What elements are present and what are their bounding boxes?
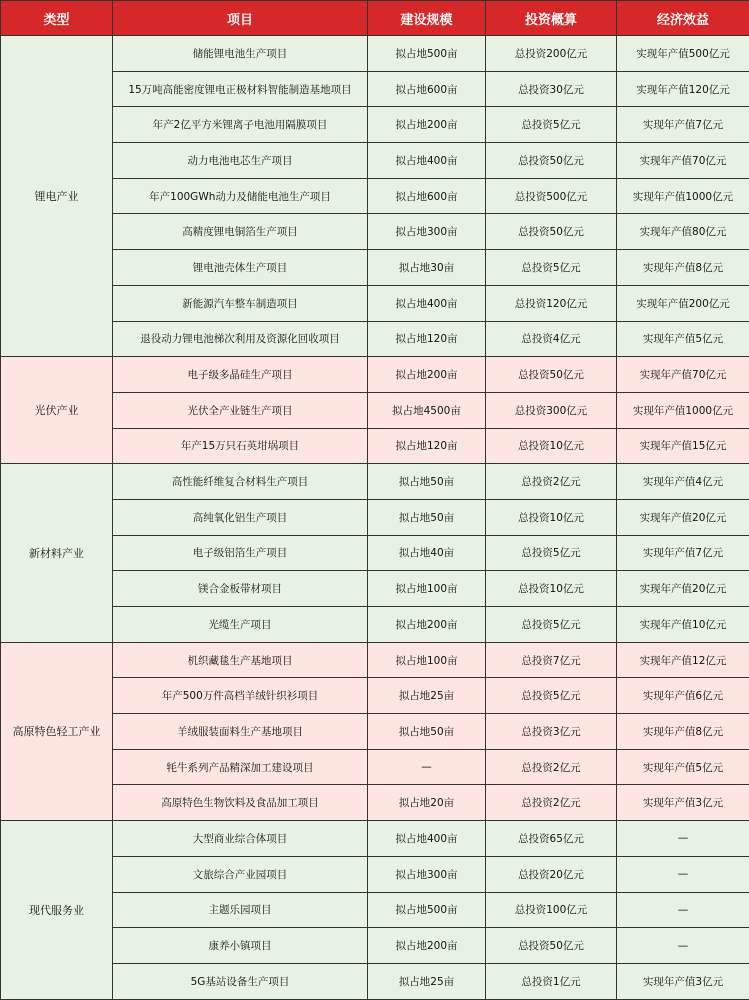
header-benefit: 经济效益 — [617, 1, 749, 36]
project-cell: 储能锂电池生产项目 — [113, 36, 368, 72]
project-cell: 高精度锂电铜箔生产项目 — [113, 214, 368, 250]
benefit-cell: 实现年产值500亿元 — [617, 36, 749, 72]
project-cell: 电子级多晶硅生产项目 — [113, 357, 368, 393]
investment-cell: 总投资10亿元 — [486, 428, 617, 464]
investment-cell: 总投资50亿元 — [486, 143, 617, 179]
project-cell: 高原特色生物饮料及食品加工项目 — [113, 785, 368, 821]
table-row — [1, 714, 749, 750]
investment-cell: 总投资100亿元 — [486, 892, 617, 928]
table-row — [1, 143, 749, 179]
project-cell: 光缆生产项目 — [113, 607, 368, 643]
project-cell: 年产2亿平方米锂离子电池用隔膜项目 — [113, 107, 368, 143]
project-cell: 年产500万件高档羊绒针织衫项目 — [113, 678, 368, 714]
benefit-cell: 实现年产值7亿元 — [617, 535, 749, 571]
benefit-cell: 实现年产值1000亿元 — [617, 178, 749, 214]
benefit-cell: 实现年产值12亿元 — [617, 642, 749, 678]
table-row — [1, 678, 749, 714]
scale-cell: 拟占地100亩 — [368, 642, 486, 678]
investment-cell: 总投资10亿元 — [486, 499, 617, 535]
table-body — [1, 36, 749, 1000]
table-row — [1, 856, 749, 892]
scale-cell: 拟占地300亩 — [368, 214, 486, 250]
project-cell: 主题乐园项目 — [113, 892, 368, 928]
scale-cell: 拟占地200亩 — [368, 107, 486, 143]
investment-cell: 总投资2亿元 — [486, 749, 617, 785]
benefit-cell: 实现年产值20亿元 — [617, 571, 749, 607]
scale-cell: 拟占地50亩 — [368, 464, 486, 500]
investment-cell: 总投资30亿元 — [486, 71, 617, 107]
table-row — [1, 642, 749, 678]
scale-cell: 拟占地120亩 — [368, 428, 486, 464]
investment-cell: 总投资5亿元 — [486, 250, 617, 286]
table-row — [1, 428, 749, 464]
investment-cell: 总投资5亿元 — [486, 678, 617, 714]
scale-cell: — — [368, 749, 486, 785]
table-row — [1, 535, 749, 571]
benefit-cell: 实现年产值15亿元 — [617, 428, 749, 464]
category-cell: 新材料产业 — [1, 464, 113, 642]
project-cell: 羊绒服装面料生产基地项目 — [113, 714, 368, 750]
scale-cell: 拟占地400亩 — [368, 821, 486, 857]
scale-cell: 拟占地400亩 — [368, 285, 486, 321]
table-row — [1, 821, 749, 857]
table-row — [1, 71, 749, 107]
investment-cell: 总投资2亿元 — [486, 785, 617, 821]
benefit-cell: 实现年产值5亿元 — [617, 749, 749, 785]
scale-cell: 拟占地50亩 — [368, 714, 486, 750]
scale-cell: 拟占地500亩 — [368, 36, 486, 72]
project-cell: 镁合金板带材项目 — [113, 571, 368, 607]
table-row — [1, 607, 749, 643]
investment-cell: 总投资3亿元 — [486, 714, 617, 750]
benefit-cell: 实现年产值5亿元 — [617, 321, 749, 357]
scale-cell: 拟占地100亩 — [368, 571, 486, 607]
category-cell: 高原特色轻工产业 — [1, 642, 113, 820]
benefit-cell: 实现年产值70亿元 — [617, 143, 749, 179]
project-cell: 牦牛系列产品精深加工建设项目 — [113, 749, 368, 785]
scale-cell: 拟占地30亩 — [368, 250, 486, 286]
investment-cell: 总投资500亿元 — [486, 178, 617, 214]
project-cell: 锂电池壳体生产项目 — [113, 250, 368, 286]
investment-cell: 总投资20亿元 — [486, 856, 617, 892]
benefit-cell: 实现年产值7亿元 — [617, 107, 749, 143]
investment-cell: 总投资200亿元 — [486, 36, 617, 72]
scale-cell: 拟占地50亩 — [368, 499, 486, 535]
project-cell: 退役动力锂电池梯次利用及资源化回收项目 — [113, 321, 368, 357]
scale-cell: 拟占地20亩 — [368, 785, 486, 821]
investment-cell: 总投资5亿元 — [486, 107, 617, 143]
investment-cell: 总投资1亿元 — [486, 963, 617, 999]
investment-cell: 总投资10亿元 — [486, 571, 617, 607]
benefit-cell: 实现年产值4亿元 — [617, 464, 749, 500]
table-row — [1, 749, 749, 785]
project-cell: 新能源汽车整车制造项目 — [113, 285, 368, 321]
project-cell: 15万吨高能密度锂电正极材料智能制造基地项目 — [113, 71, 368, 107]
scale-cell: 拟占地300亩 — [368, 856, 486, 892]
table-row — [1, 214, 749, 250]
benefit-cell: 实现年产值3亿元 — [617, 785, 749, 821]
header-row — [1, 1, 749, 36]
scale-cell: 拟占地25亩 — [368, 678, 486, 714]
project-cell: 机织藏毯生产基地项目 — [113, 642, 368, 678]
project-cell: 高性能纤维复合材料生产项目 — [113, 464, 368, 500]
table-row — [1, 36, 749, 72]
table-row — [1, 357, 749, 393]
header-investment: 投资概算 — [486, 1, 617, 36]
project-cell: 大型商业综合体项目 — [113, 821, 368, 857]
scale-cell: 拟占地200亩 — [368, 357, 486, 393]
scale-cell: 拟占地4500亩 — [368, 392, 486, 428]
benefit-cell: 实现年产值6亿元 — [617, 678, 749, 714]
table-row — [1, 321, 749, 357]
investment-cell: 总投资4亿元 — [486, 321, 617, 357]
scale-cell: 拟占地600亩 — [368, 71, 486, 107]
project-cell: 高纯氧化铝生产项目 — [113, 499, 368, 535]
project-cell: 年产15万只石英坩埚项目 — [113, 428, 368, 464]
project-cell: 5G基站设备生产项目 — [113, 963, 368, 999]
benefit-cell: 实现年产值8亿元 — [617, 250, 749, 286]
benefit-cell: 实现年产值3亿元 — [617, 963, 749, 999]
project-cell: 文旅综合产业园项目 — [113, 856, 368, 892]
benefit-cell: 实现年产值8亿元 — [617, 714, 749, 750]
scale-cell: 拟占地25亩 — [368, 963, 486, 999]
investment-cell: 总投资2亿元 — [486, 464, 617, 500]
benefit-cell: 实现年产值70亿元 — [617, 357, 749, 393]
project-cell: 年产100GWh动力及储能电池生产项目 — [113, 178, 368, 214]
investment-cell: 总投资50亿元 — [486, 928, 617, 964]
benefit-cell: 实现年产值10亿元 — [617, 607, 749, 643]
table-row — [1, 571, 749, 607]
table-row — [1, 250, 749, 286]
project-cell: 光伏全产业链生产项目 — [113, 392, 368, 428]
investment-cell: 总投资120亿元 — [486, 285, 617, 321]
investment-cell: 总投资50亿元 — [486, 214, 617, 250]
investment-cell: 总投资7亿元 — [486, 642, 617, 678]
benefit-cell: 实现年产值80亿元 — [617, 214, 749, 250]
benefit-cell: 实现年产值120亿元 — [617, 71, 749, 107]
scale-cell: 拟占地600亩 — [368, 178, 486, 214]
category-cell: 现代服务业 — [1, 821, 113, 999]
table-row — [1, 963, 749, 999]
scale-cell: 拟占地200亩 — [368, 928, 486, 964]
investment-cell: 总投资65亿元 — [486, 821, 617, 857]
benefit-cell: — — [617, 856, 749, 892]
table-row — [1, 392, 749, 428]
header-type: 类型 — [1, 1, 113, 36]
table-row — [1, 499, 749, 535]
benefit-cell: — — [617, 821, 749, 857]
scale-cell: 拟占地40亩 — [368, 535, 486, 571]
header-project: 项目 — [113, 1, 368, 36]
table-row — [1, 178, 749, 214]
project-cell: 康养小镇项目 — [113, 928, 368, 964]
project-cell: 电子级铝箔生产项目 — [113, 535, 368, 571]
benefit-cell: — — [617, 928, 749, 964]
investment-cell: 总投资50亿元 — [486, 357, 617, 393]
benefit-cell: — — [617, 892, 749, 928]
benefit-cell: 实现年产值20亿元 — [617, 499, 749, 535]
table-row — [1, 464, 749, 500]
table-row — [1, 892, 749, 928]
project-cell: 动力电池电芯生产项目 — [113, 143, 368, 179]
scale-cell: 拟占地120亩 — [368, 321, 486, 357]
header-scale: 建设规模 — [368, 1, 486, 36]
investment-cell: 总投资300亿元 — [486, 392, 617, 428]
benefit-cell: 实现年产值200亿元 — [617, 285, 749, 321]
investment-cell: 总投资5亿元 — [486, 535, 617, 571]
investment-cell: 总投资5亿元 — [486, 607, 617, 643]
table-row — [1, 285, 749, 321]
table-row — [1, 928, 749, 964]
category-cell: 光伏产业 — [1, 357, 113, 464]
category-cell: 锂电产业 — [1, 36, 113, 357]
table-row — [1, 785, 749, 821]
scale-cell: 拟占地200亩 — [368, 607, 486, 643]
scale-cell: 拟占地400亩 — [368, 143, 486, 179]
benefit-cell: 实现年产值1000亿元 — [617, 392, 749, 428]
scale-cell: 拟占地500亩 — [368, 892, 486, 928]
table-row — [1, 107, 749, 143]
